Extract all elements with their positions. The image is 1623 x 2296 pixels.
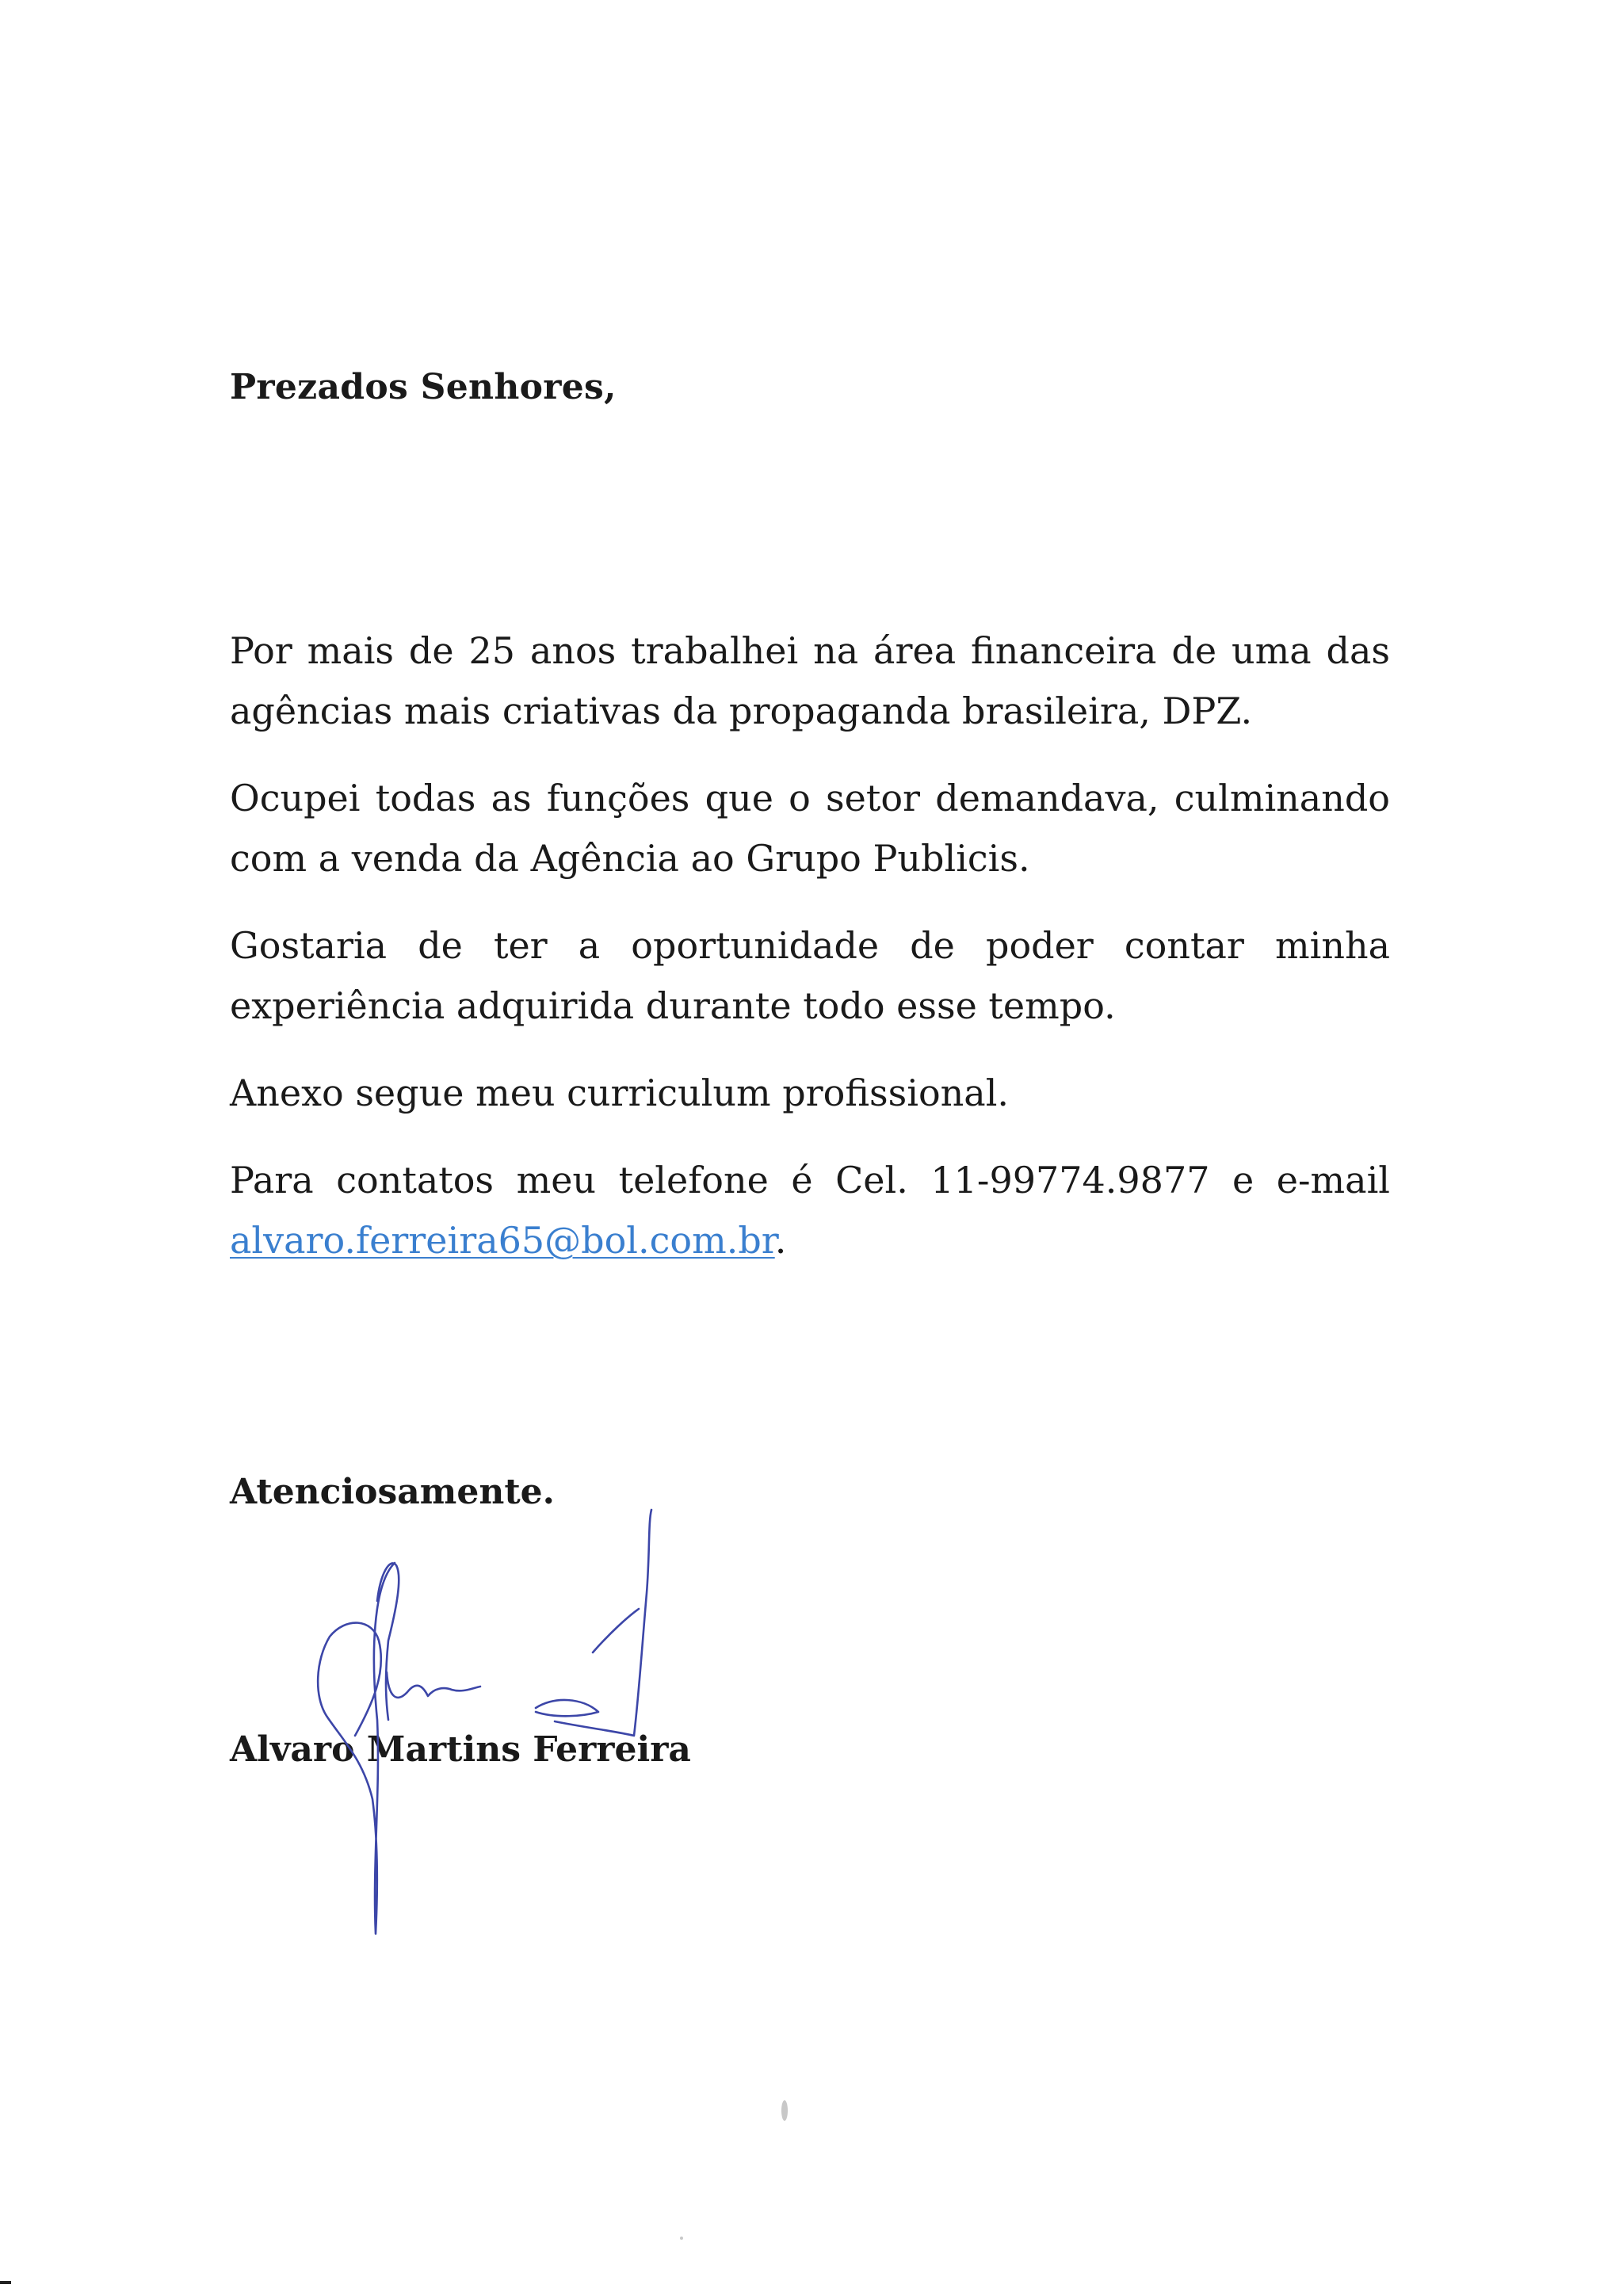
closing: Atenciosamente.	[230, 1472, 555, 1512]
signature-stroke-top-loop	[377, 1563, 399, 1720]
contact-suffix: .	[774, 1219, 787, 1262]
paragraph-attachment: Anexo segue meu curriculum profissional.	[230, 1072, 1010, 1114]
paragraph-opportunity: Gostaria de ter a oportunidade de poder contar minha experiência adquirida durante todo esse tempo.	[230, 924, 1390, 1027]
paragraph-contact	[230, 1150, 1390, 1270]
email-link[interactable]: alvaro.ferreira65@bol.com.br	[230, 1219, 775, 1262]
scan-edge-mark	[0, 2281, 11, 2284]
paper-speck	[680, 2237, 683, 2240]
signature-stroke-hook	[536, 1700, 598, 1716]
paragraph-functions: Ocupei todas as funções que o setor demandava, culminando com a venda da Agência ao Grupo Publicis.	[230, 777, 1390, 880]
letter-body	[230, 621, 1390, 1297]
greeting: Prezados Senhores,	[230, 367, 617, 407]
signature-stroke-flick	[593, 1609, 639, 1652]
signature-stroke-middle	[387, 1672, 480, 1698]
signature-stroke-diagonal	[555, 1510, 651, 1736]
paper-speck	[781, 2100, 788, 2121]
signer-name: Alvaro Martins Ferreira	[230, 1729, 691, 1770]
paragraph-experience: Por mais de 25 anos trabalhei na área financeira de uma das agências mais criativas da propaganda brasileira, DPZ.	[230, 629, 1390, 732]
contact-text: Para contatos meu telefone é Cel. 11-99774.9877 e e-mail	[230, 1159, 1390, 1201]
